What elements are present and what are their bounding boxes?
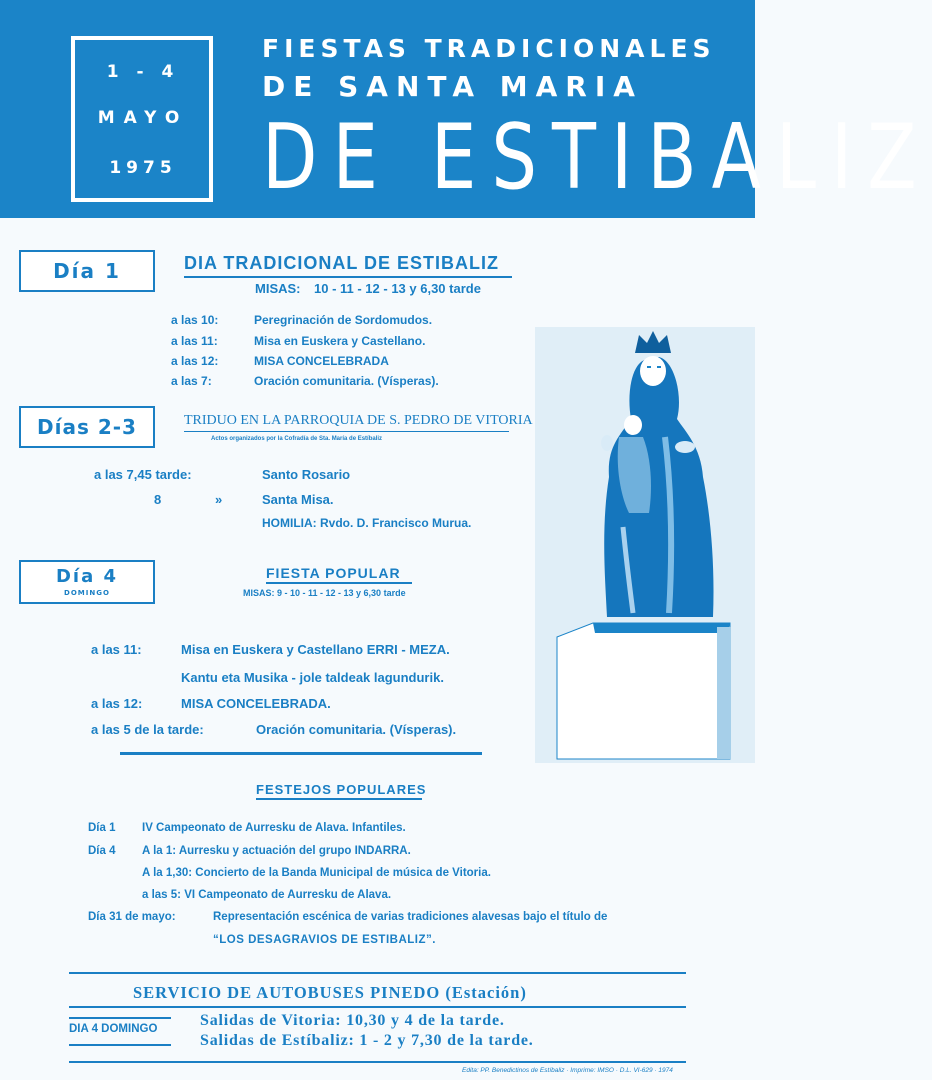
festejos-line-5: Representación escénica de varias tradiciones alavesas bajo el título de: [213, 911, 608, 923]
title-line2: DE SANTA MARIA: [262, 70, 643, 103]
bus-line-2: Salidas de Estíbaliz: 1 - 2 y 7,30 de la tarde.: [200, 1032, 534, 1049]
day4-title-underline: [266, 582, 412, 584]
date-month: MAYO: [97, 108, 189, 128]
day1-time-2: a las 11:: [171, 334, 218, 348]
title-line3: DE ESTIBALIZ: [262, 104, 932, 209]
bus-day-rule-top: [69, 1017, 171, 1019]
day1-item-4: Oración comunitaria. (Vísperas).: [254, 374, 439, 388]
day4-box: [19, 560, 155, 604]
day1-title-underline: [184, 276, 512, 278]
festejos-line-1: IV Campeonato de Aurresku de Alava. Infantiles.: [142, 822, 406, 834]
day23-homilia: HOMILIA: Rvdo. D. Francisco Murua.: [262, 516, 472, 530]
title-line1: FIESTAS TRADICIONALES: [262, 34, 716, 63]
day1-time-4: a las 7:: [171, 374, 212, 388]
festejos-line-2: A la 1: Aurresku y actuación del grupo INDARRA.: [142, 845, 411, 857]
day4-item-12: MISA CONCELEBRADA.: [181, 696, 331, 711]
bus-top-rule: [69, 972, 686, 974]
virgin-statue-icon: [535, 327, 755, 763]
day4-item-5: Oración comunitaria. (Vísperas).: [256, 722, 457, 737]
day4-item-11b: Kantu eta Musika - jole taldeak lagundurik.: [181, 670, 444, 685]
festejos-line-3: A la 1,30: Concierto de la Banda Municipal de música de Vitoria.: [142, 867, 491, 879]
day1-item-2: Misa en Euskera y Castellano.: [254, 334, 426, 348]
day4-divider: [120, 752, 482, 755]
day4-item-11: Misa en Euskera y Castellano ERRI - MEZA.: [181, 642, 450, 657]
day1-item-3: MISA CONCELEBRADA: [254, 354, 389, 368]
day1-item-1: Peregrinación de Sordomudos.: [254, 313, 433, 327]
day1-title: DIA TRADICIONAL DE ESTIBALIZ: [184, 253, 499, 273]
day1-time-3: a las 12:: [171, 354, 219, 368]
footer-credits: Edita: PP. Benedictinos de Estíbaliz · Imprime: IMSO · D.L. VI-629 · 1974: [462, 1067, 673, 1074]
festejos-line-4: a las 5: VI Campeonato de Aurresku de Alava.: [142, 889, 392, 901]
day23-title-underline: [184, 431, 509, 432]
day23-label: Días 2-3: [19, 406, 155, 448]
day1-misas-times: 10 - 11 - 12 - 13 y 6,30 tarde: [314, 281, 481, 296]
day4-time-5: a las 5 de la tarde:: [91, 722, 204, 737]
festejos-title: FESTEJOS POPULARES: [256, 782, 427, 797]
festejos-line-6: “LOS DESAGRAVIOS DE ESTIBALIZ”.: [213, 934, 436, 946]
festejos-lead-1: Día 1: [88, 822, 116, 834]
festejos-lead-5: Día 31 de mayo:: [88, 911, 176, 923]
statue-photo: [535, 327, 755, 763]
festejos-underline: [256, 798, 422, 800]
date-days: 1 - 4: [106, 62, 180, 82]
day4-misas: MISAS: 9 - 10 - 11 - 12 - 13 y 6,30 tarde: [243, 588, 406, 598]
day23-title: TRIDUO EN LA PARROQUIA DE S. PEDRO DE VITORIA: [184, 413, 533, 428]
day1-label: Día 1: [19, 250, 155, 292]
bus-mid-rule: [69, 1006, 686, 1008]
day23-time-1: a las 7,45 tarde:: [94, 467, 192, 482]
bus-bottom-rule: [69, 1061, 686, 1063]
day1-time-1: a las 10:: [171, 313, 219, 327]
date-year: 1975: [109, 158, 177, 178]
day4-sublabel: DOMINGO: [64, 589, 110, 597]
bus-day: DIA 4 DOMINGO: [69, 1023, 158, 1035]
festejos-lead-2: Día 4: [88, 845, 116, 857]
bus-day-rule-bottom: [69, 1044, 171, 1046]
day23-item-1: Santo Rosario: [262, 467, 351, 482]
day4-title: FIESTA POPULAR: [266, 565, 401, 581]
day1-misas-label: MISAS:: [255, 281, 301, 296]
bus-line-1: Salidas de Vitoria: 10,30 y 4 de la tarde.: [200, 1012, 505, 1029]
day4-time-11: a las 11:: [91, 642, 142, 657]
day4-time-12: a las 12:: [91, 696, 143, 711]
day23-subtitle: Actos organizados por la Cofradía de Sta. María de Estíbaliz: [211, 436, 383, 442]
day23-item-2: Santa Misa.: [262, 492, 334, 507]
day4-label: Día 4: [55, 566, 119, 587]
day23-ditto: »: [215, 492, 223, 507]
day23-time-2: 8: [154, 492, 162, 507]
bus-title: SERVICIO DE AUTOBUSES PINEDO (Estación): [133, 983, 527, 1002]
